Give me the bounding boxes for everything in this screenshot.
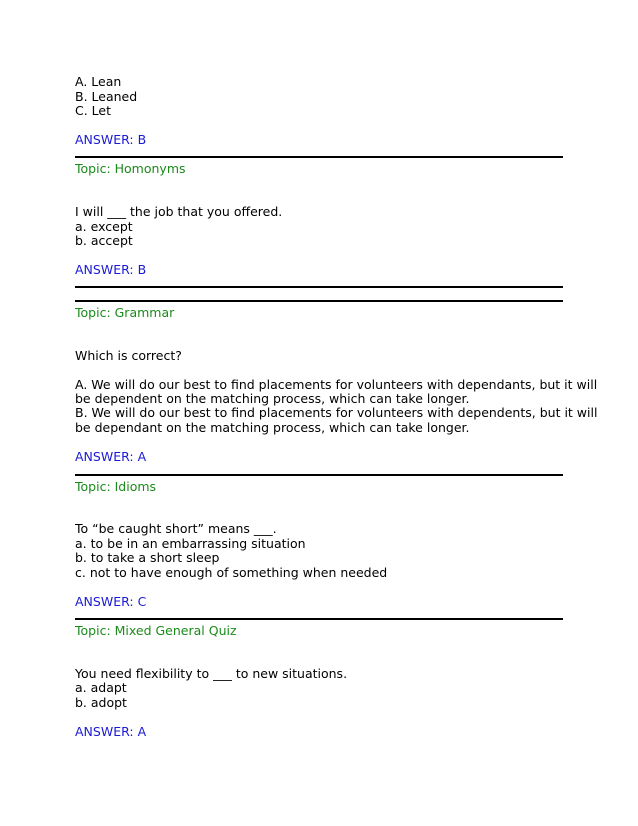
topic-heading: Topic: Homonyms <box>75 161 186 176</box>
option-line: A. Lean <box>75 74 122 89</box>
option-line: A. We will do our best to find placements for volunteers with dependants, but it will <box>75 377 598 392</box>
option-line: b. accept <box>75 233 133 248</box>
answer-label: ANSWER: B <box>75 132 147 147</box>
topic-heading: Topic: Mixed General Quiz <box>75 623 237 638</box>
topic-heading: Topic: Grammar <box>75 305 175 320</box>
option-line: be dependent on the matching process, which can take longer. <box>75 391 470 406</box>
answer-label: ANSWER: A <box>75 724 147 739</box>
section-divider <box>75 474 563 476</box>
option-line: B. Leaned <box>75 89 138 104</box>
option-line: C. Let <box>75 103 112 118</box>
section-divider <box>75 300 563 302</box>
answer-label: ANSWER: A <box>75 449 147 464</box>
option-line: a. to be in an embarrassing situation <box>75 536 306 551</box>
section-divider <box>75 286 563 288</box>
option-line: c. not to have enough of something when needed <box>75 565 388 580</box>
option-line: a. except <box>75 219 133 234</box>
answer-label: ANSWER: B <box>75 262 147 277</box>
option-line: be dependant on the matching process, which can take longer. <box>75 420 470 435</box>
section-divider <box>75 618 563 620</box>
question-text: To “be caught short” means ___. <box>75 521 277 536</box>
answer-label: ANSWER: C <box>75 594 147 609</box>
question-text: Which is correct? <box>75 348 182 363</box>
option-line: b. adopt <box>75 695 127 710</box>
option-line: B. We will do our best to find placements for volunteers with dependents, but it will <box>75 405 598 420</box>
section-divider <box>75 156 563 158</box>
option-line: a. adapt <box>75 680 127 695</box>
question-text: I will ___ the job that you offered. <box>75 204 283 219</box>
option-line: b. to take a short sleep <box>75 550 220 565</box>
topic-heading: Topic: Idioms <box>75 479 157 494</box>
question-text: You need flexibility to ___ to new situations. <box>75 666 348 681</box>
